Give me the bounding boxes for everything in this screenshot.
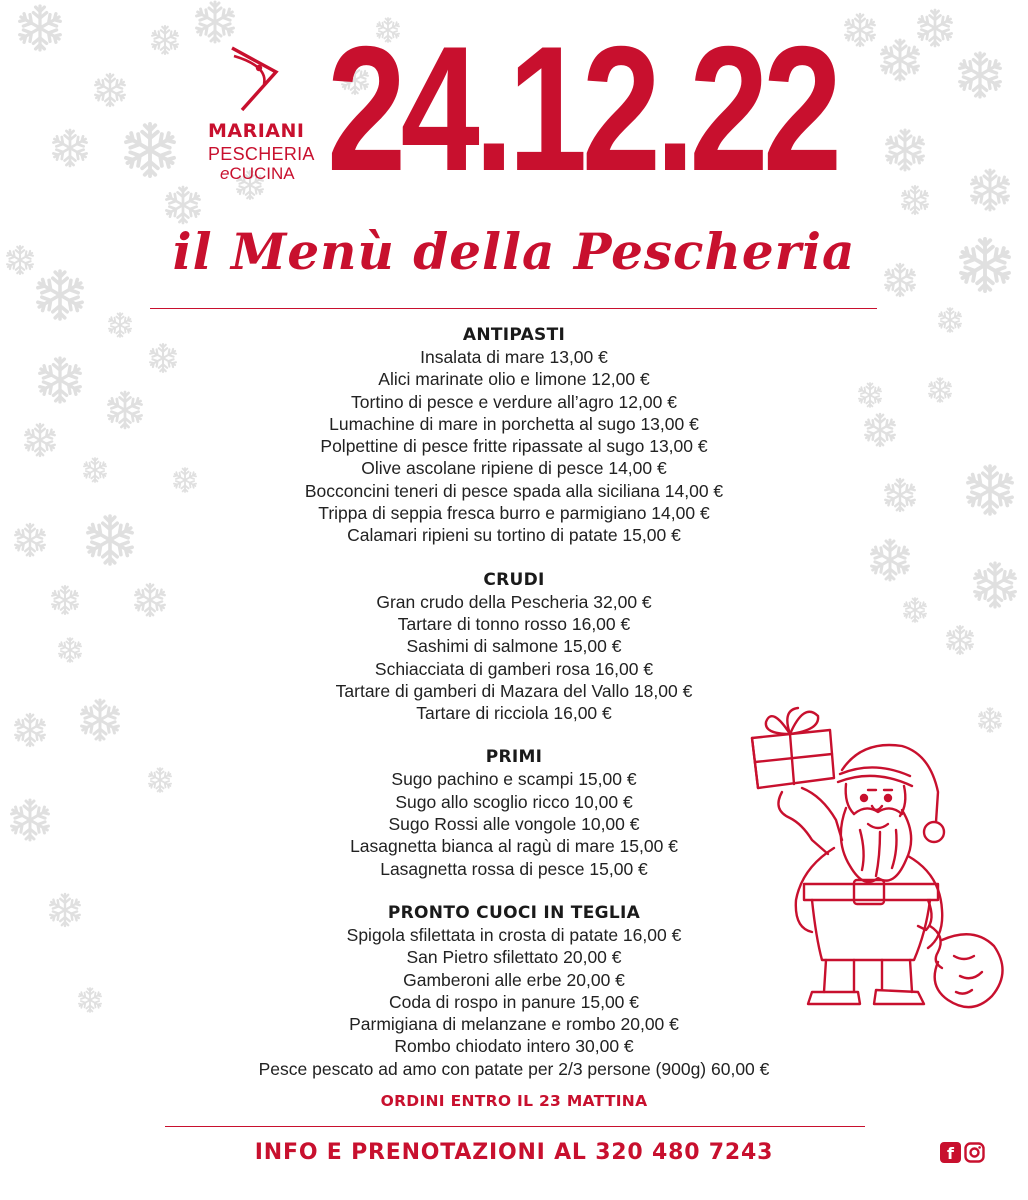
booking-info: INFO E PRENOTAZIONI AL 320 480 7243: [254, 1140, 774, 1165]
menu-item: Rombo chiodato intero 30,00 €: [394, 1036, 634, 1057]
menu-item: Insalata di mare 13,00 €: [420, 347, 608, 367]
facebook-icon[interactable]: f: [940, 1142, 961, 1163]
divider-top: [150, 308, 877, 309]
menu-item: Spigola sfilettata in crosta di patate 16,00 €: [346, 924, 682, 945]
menu-item: Coda di rospo in panure 15,00 €: [388, 991, 640, 1012]
instagram-icon[interactable]: [964, 1142, 985, 1163]
menu-item: Parmigiana di melanzane e rombo 20,00 €: [349, 1014, 679, 1035]
menu-item: Gran crudo della Pescheria 32,00 €: [376, 591, 652, 612]
logo-name: MARIANI: [208, 120, 305, 142]
menu-item: Lasagnetta bianca al ragù di mare 15,00 €: [350, 836, 678, 857]
page-title: il Menù della Pescheria: [172, 222, 856, 281]
fish-logo-icon: [228, 44, 280, 116]
menu-item: Tartare di gamberi di Mazara del Vallo 18,00 €: [335, 680, 693, 701]
menu-item: Pesce pescato ad amo con patate per 2/3 persone (900g) 60,00 €: [258, 1058, 770, 1079]
menu-item: Sugo allo scoglio ricco 10,00 €: [395, 791, 633, 812]
menu-item: Bocconcini teneri di pesce spada alla siciliana 14,00 €: [304, 480, 724, 501]
menu-item: Sugo Rossi alle vongole 10,00 €: [388, 814, 640, 835]
menu-item: Tartare di ricciola 16,00 €: [416, 703, 612, 724]
santa-illustration: [742, 700, 1012, 1020]
menu-item: San Pietro sfilettato 20,00 €: [406, 947, 622, 968]
orders-deadline-note: ORDINI ENTRO IL 23 MATTINA: [380, 1092, 648, 1110]
logo-subtitle-pescheria: PESCHERIA: [208, 144, 315, 164]
section-title: PRONTO CUOCI IN TEGLIA: [387, 902, 641, 923]
event-date: 24.12.22: [327, 9, 837, 208]
menu-item: Schiacciata di gamberi rosa 16,00 €: [374, 658, 654, 679]
menu-item: Polpettine di pesce fritte ripassate al sugo 13,00 €: [320, 436, 708, 457]
menu-item: Alici marinate olio e limone 12,00 €: [378, 369, 650, 390]
section-title: PRIMI: [485, 747, 543, 768]
divider-bottom: [165, 1126, 865, 1127]
section-title: ANTIPASTI: [462, 325, 566, 345]
menu-item: Lumachine di mare in porchetta al sugo 13,00 €: [329, 413, 699, 434]
menu-item: Sashimi di salmone 15,00 €: [406, 636, 622, 657]
logo-subtitle-cucina-text: CUCINA: [229, 164, 295, 183]
section-antipasti: [0, 324, 1028, 547]
menu-item: Olive ascolane ripiene di pesce 14,00 €: [361, 458, 667, 479]
menu-item: Trippa di seppia fresca burro e parmigiano 14,00 €: [318, 503, 710, 524]
menu-item: Tartare di tonno rosso 16,00 €: [397, 613, 631, 634]
menu-item: Sugo pachino e scampi 15,00 €: [391, 769, 637, 790]
section-title: CRUDI: [483, 569, 545, 590]
menu-item: Lasagnetta rossa di pesce 15,00 €: [380, 858, 648, 879]
logo-subtitle-cucina: [220, 164, 295, 184]
menu-item: Calamari ripieni su tortino di patate 15,00 €: [347, 525, 681, 546]
logo-subtitle-e: e: [220, 164, 230, 183]
menu-item: Tortino di pesce e verdure all’agro 12,00 €: [351, 391, 677, 412]
brand-logo: [200, 44, 315, 190]
menu-item: Gamberoni alle erbe 20,00 €: [403, 969, 625, 990]
